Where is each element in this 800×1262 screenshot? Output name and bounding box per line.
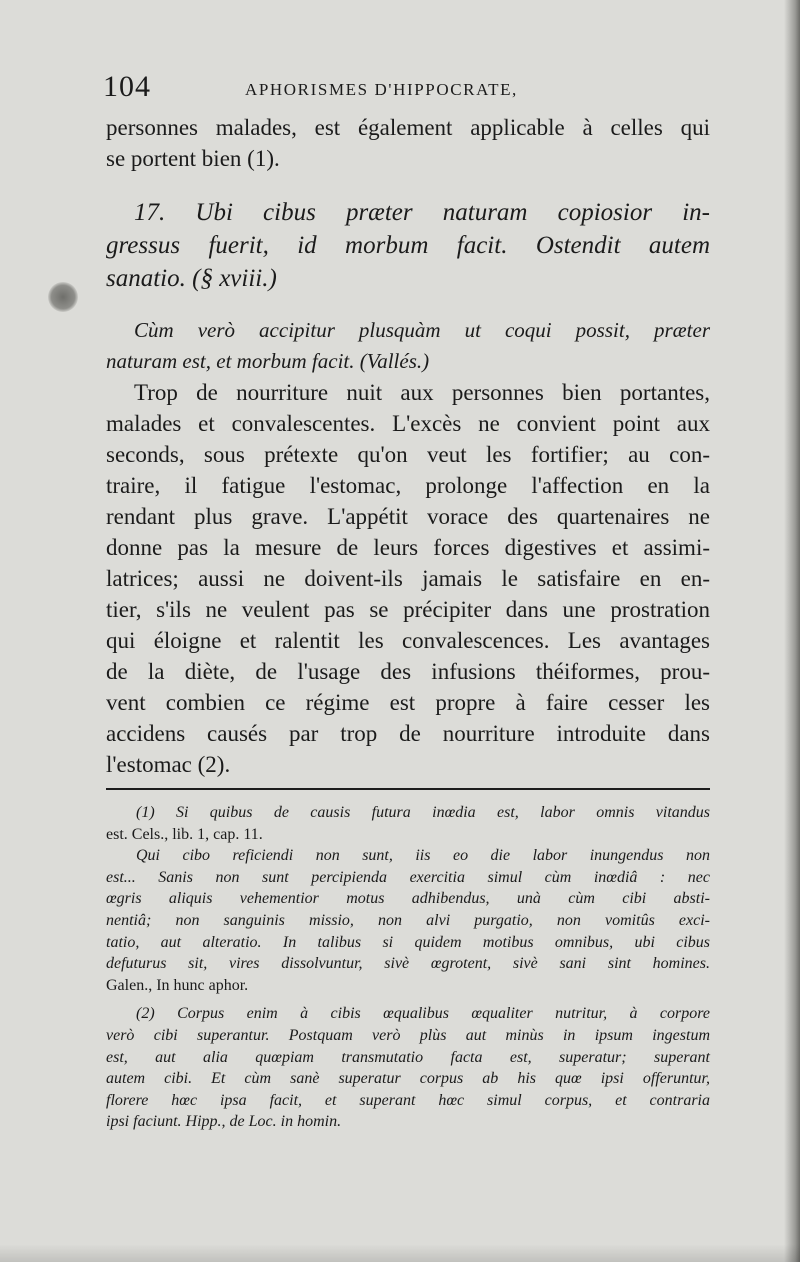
text-line: accidens causés par trop de nourriture introduite dans [106,721,710,746]
footnote-line: Galen., In hunc aphor. [106,976,249,994]
text-line: rendant plus grave. L'appétit vorace des quartenaires ne [106,504,710,529]
ink-stain [48,282,78,312]
text-line: qui éloigne et ralentit les convalescences. Les avantages [106,628,710,653]
latin-quote-line: Cùm verò accipitur plusquàm ut coqui possit, præter [134,318,710,342]
footnote-line: (2) Corpus enim à cibis œqualibus œqualiter nutritur, à corpore [136,1005,710,1023]
footnote-line: est, aut alia quœpiam transmutatio facta est, superatur; superant [106,1048,710,1066]
footnotes [106,802,710,1133]
footnote-rule [106,788,710,790]
footnote-line: est. Cels., lib. 1, cap. 11. [106,825,263,843]
footnote-line: florere hœc ipsa facit, et superant hœc simul corpus, et contraria [106,1091,710,1109]
text-line: vent combien ce régime est propre à faire cesser les [106,690,710,715]
page-bottom-shadow [0,1244,800,1262]
footnote-line: est... Sanis non sunt percipienda exercitia simul cùm inœdiâ : nec [106,868,710,886]
text-line: malades et convalescentes. L'excès ne convient point aux [106,411,710,436]
aphorism-line: gressus fuerit, id morbum facit. Ostendit autem [106,232,710,259]
page-header [95,70,715,110]
footnote-line: (1) Si quibus de causis futura inœdia est, labor omnis vitandus [136,804,710,821]
footnote-line: tatio, aut alteratio. In talibus si quidem motibus omnibus, ubi cibus [106,933,710,951]
footnote-line: nentiâ; non sanguinis missio, non alvi purgatio, non vomitûs exci- [106,911,710,929]
footnote-line: œgris aliquis vehementior motus adhibendus, unà cùm cibi absti- [106,890,710,908]
aphorism-line: 17. Ubi cibus præter naturam copiosior in- [134,199,710,226]
aphorism-line: sanatio. (§ xviii.) [106,265,277,292]
text-line: de la diète, de l'usage des infusions théiformes, prou- [106,659,710,684]
footnote-line: autem cibi. Et cùm sanè superatur corpus ab his quœ ipsi offeruntur, [106,1070,710,1088]
text-line: tier, s'ils ne veulent pas se précipiter dans une prostration [106,597,710,622]
footnote-line: defuturus sit, vires dissolvuntur, sivè œgrotent, sivè sani sint homines. [106,955,710,973]
text-line: seconds, sous prétexte qu'on veut les fortifier; au con- [106,442,710,467]
running-title: APHORISMES D'HIPPOCRATE, [245,80,518,99]
footnote-line: Qui cibo reficiendi non sunt, iis eo die labor inungendus non [136,847,710,865]
text-line: l'estomac (2). [106,752,231,777]
text-line: traire, il fatigue l'estomac, prolonge l'affection en la [106,473,710,498]
footnote-line: ipsi faciunt. Hipp., de Loc. in homin. [106,1113,342,1131]
text-line: latrices; aussi ne doivent-ils jamais le satisfaire en en- [106,566,710,591]
page-number: 104 [103,70,151,103]
text-line: Trop de nourriture nuit aux personnes bien portantes, [134,380,710,405]
page-body [106,112,710,1133]
footnote-line: verò cibi superantur. Postquam verò plùs aut minùs in ipsum ingestum [106,1026,710,1044]
text-line: donne pas la mesure de leurs forces digestives et assimi- [106,535,710,560]
text-line: se portent bien (1). [106,146,280,171]
latin-quote-line: naturam est, et morbum facit. (Vallés.) [106,349,430,373]
page-spine-shadow [784,0,800,1262]
text-line: personnes malades, est également applicable à celles qui [106,115,710,140]
